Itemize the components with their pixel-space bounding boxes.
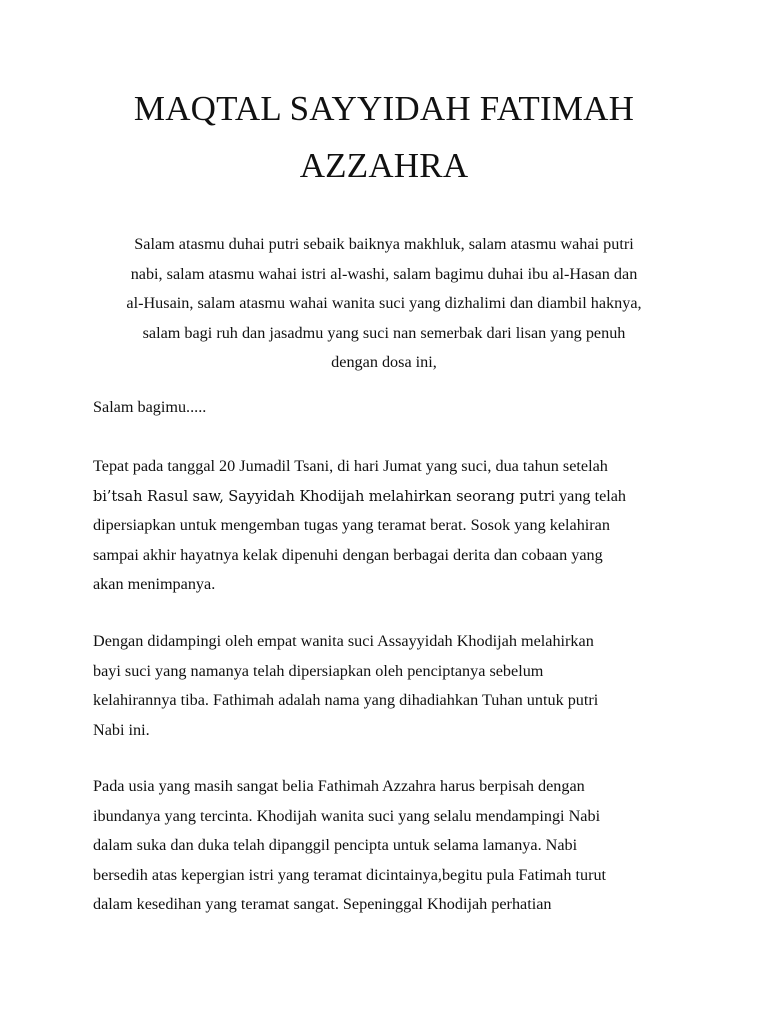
intro-line: Salam atasmu duhai putri sebaik baiknya makhluk, salam atasmu wahai putri <box>134 235 634 253</box>
paragraph-line: Tepat pada tanggal 20 Jumadil Tsani, di hari Jumat yang suci, dua tahun setelah <box>93 457 608 475</box>
paragraph-styled-text: bi’tsah Rasul saw, Sayyidah Khodijah melahirkan seorang putr <box>93 487 551 505</box>
intro-line: dengan dosa ini, <box>331 353 437 371</box>
paragraph-3 <box>93 772 693 920</box>
greeting-text: Salam bagimu..... <box>93 398 207 416</box>
paragraph-line: akan menimpanya. <box>93 575 216 593</box>
paragraph-line: ibundanya yang tercinta. Khodijah wanita suci yang selalu mendampingi Nabi <box>93 806 601 825</box>
paragraph-1 <box>93 452 693 600</box>
paragraph-line: dalam kesedihan yang teramat sangat. Sepeninggal Khodijah perhatian <box>93 895 552 913</box>
document-title-line-2: AZZAHRA <box>299 146 469 185</box>
paragraph-2 <box>93 627 693 745</box>
paragraph-line: dipersiapkan untuk mengemban tugas yang teramat berat. Sosok yang kelahiran <box>93 516 610 534</box>
paragraph-line: Dengan didampingi oleh empat wanita suci Assayyidah Khodijah melahirkan <box>93 632 594 650</box>
intro-line: al-Husain, salam atasmu wahai wanita suci yang dizhalimi dan diambil haknya, <box>126 294 642 312</box>
greeting <box>93 393 693 423</box>
paragraph-text: i yang telah <box>550 486 627 505</box>
intro-salutation <box>84 230 684 378</box>
paragraph-line: Pada usia yang masih sangat belia Fathimah Azzahra harus berpisah dengan <box>93 777 585 795</box>
document-title-line-1: MAQTAL SAYYIDAH FATIMAH <box>133 89 635 128</box>
paragraph-line: bersedih atas kepergian istri yang teramat dicintainya,begitu pula Fatimah turut <box>93 865 607 884</box>
paragraph-line: Nabi ini. <box>93 720 150 739</box>
intro-line: nabi, salam atasmu wahai istri al-washi, salam bagimu duhai ibu al-Hasan dan <box>130 264 638 283</box>
paragraph-line-mixed <box>93 482 693 512</box>
paragraph-line: bayi suci yang namanya telah dipersiapkan oleh penciptanya sebelum <box>93 661 544 680</box>
paragraph-line: sampai akhir hayatnya kelak dipenuhi dengan berbagai derita dan cobaan yang <box>93 545 603 564</box>
intro-line: salam bagi ruh dan jasadmu yang suci nan semerbak dari lisan yang penuh <box>142 323 626 342</box>
paragraph-line: dalam suka dan duka telah dipanggil pencipta untuk selama lamanya. Nabi <box>93 836 578 854</box>
paragraph-line: kelahirannya tiba. Fathimah adalah nama yang dihadiahkan Tuhan untuk putri <box>93 691 599 709</box>
